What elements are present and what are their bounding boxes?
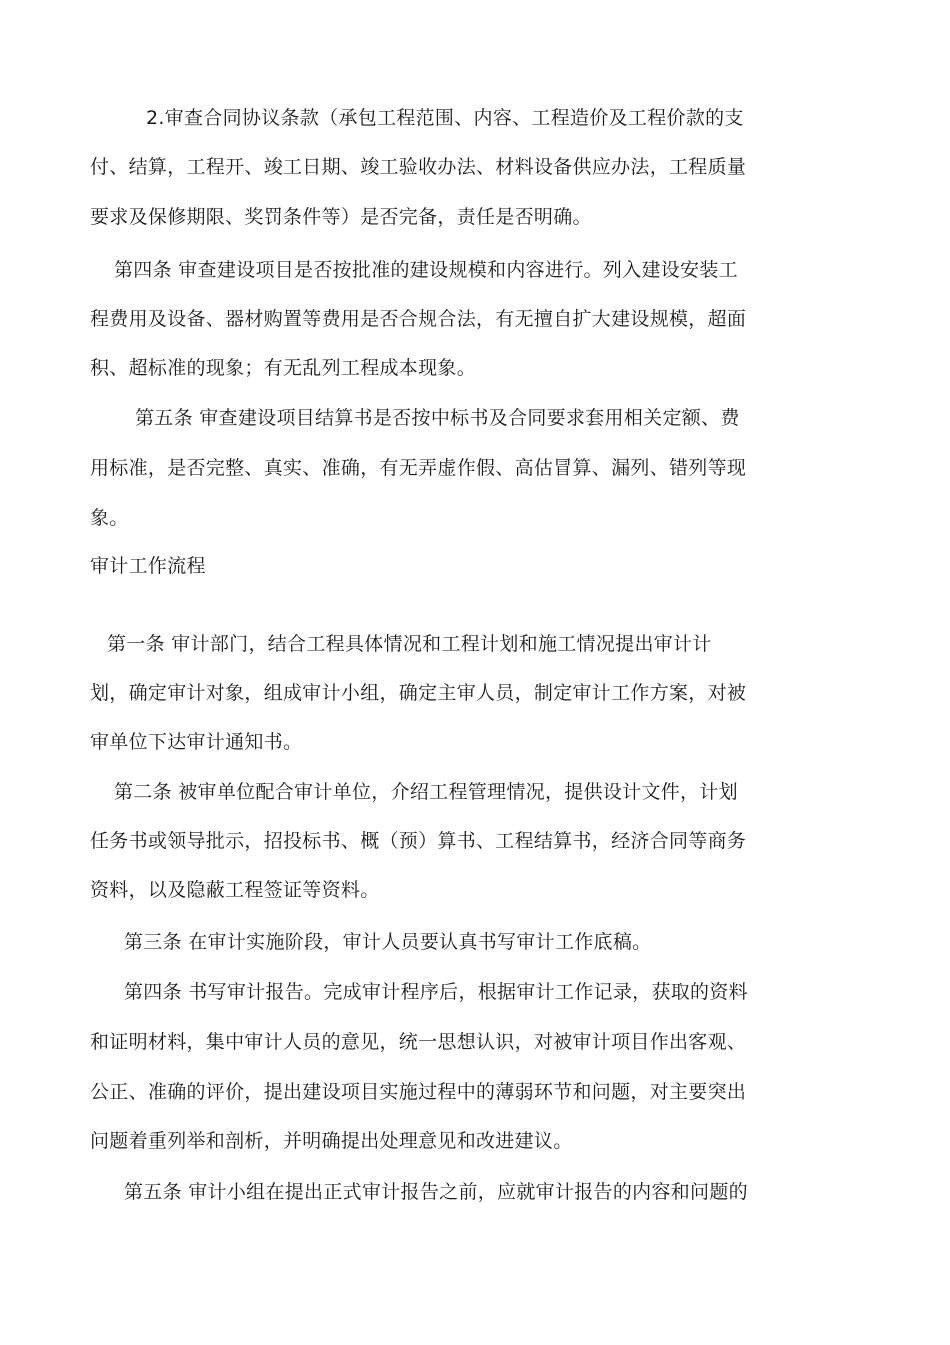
text-line: 划，确定审计对象，组成审计小组，确定主审人员，制定审计工作方案，对被 — [90, 682, 747, 704]
text-line: 和证明材料，集中审计人员的意见，统一思想认识，对被审计项目作出客观、 — [90, 1031, 747, 1053]
article-5-line: 第五条 审查建设项目结算书是否按中标书及合同要求套用相关定额、费 — [135, 407, 740, 429]
text-line: 积、超标准的现象；有无乱列工程成本现象。 — [90, 357, 477, 379]
article-1-line: 第一条 审计部门，结合工程具体情况和工程计划和施工情况提出审计计 — [107, 633, 712, 655]
section-heading: 审计工作流程 — [90, 555, 206, 577]
text-line: 要求及保修期限、奖罚条件等）是否完备，责任是否明确。 — [90, 206, 592, 228]
text-line: 审单位下达审计通知书。 — [90, 731, 303, 753]
article-4-line: 第四条 审查建设项目是否按批准的建设规模和内容进行。列入建设安装工 — [114, 259, 738, 281]
text-line: 程费用及设备、器材购置等费用是否合规合法，有无擅自扩大建设规模，超面 — [90, 308, 747, 330]
article-2-line: 第二条 被审单位配合审计单位，介绍工程管理情况，提供设计文件，计划 — [114, 781, 738, 803]
text-line: 任务书或领导批示，招投标书、概（预）算书、工程结算书，经济合同等商务 — [90, 830, 747, 852]
text-line: 问题着重列举和剖析，并明确提出处理意见和改进建议。 — [90, 1130, 573, 1152]
text-line: 2.审查合同协议条款（承包工程范围、内容、工程造价及工程价款的支 — [146, 107, 744, 129]
text-line: 付、结算，工程开、竣工日期、竣工验收办法、材料设备供应办法，工程质量 — [90, 156, 747, 178]
article-3-line: 第三条 在审计实施阶段，审计人员要认真书写审计工作底稿。 — [124, 931, 652, 953]
article-5-report-line: 第五条 审计小组在提出正式审计报告之前，应就审计报告的内容和问题的 — [124, 1181, 748, 1203]
text-line: 象。 — [90, 507, 129, 529]
article-4-report-line: 第四条 书写审计报告。完成审计程序后，根据审计工作记录，获取的资料 — [124, 981, 748, 1003]
text-line: 用标准，是否完整、真实、准确，有无弄虚作假、高估冒算、漏列、错列等现 — [90, 457, 747, 479]
text-line: 公正、准确的评价，提出建设项目实施过程中的薄弱环节和问题，对主要突出 — [90, 1081, 747, 1103]
text-line: 资料，以及隐蔽工程签证等资料。 — [90, 879, 380, 901]
